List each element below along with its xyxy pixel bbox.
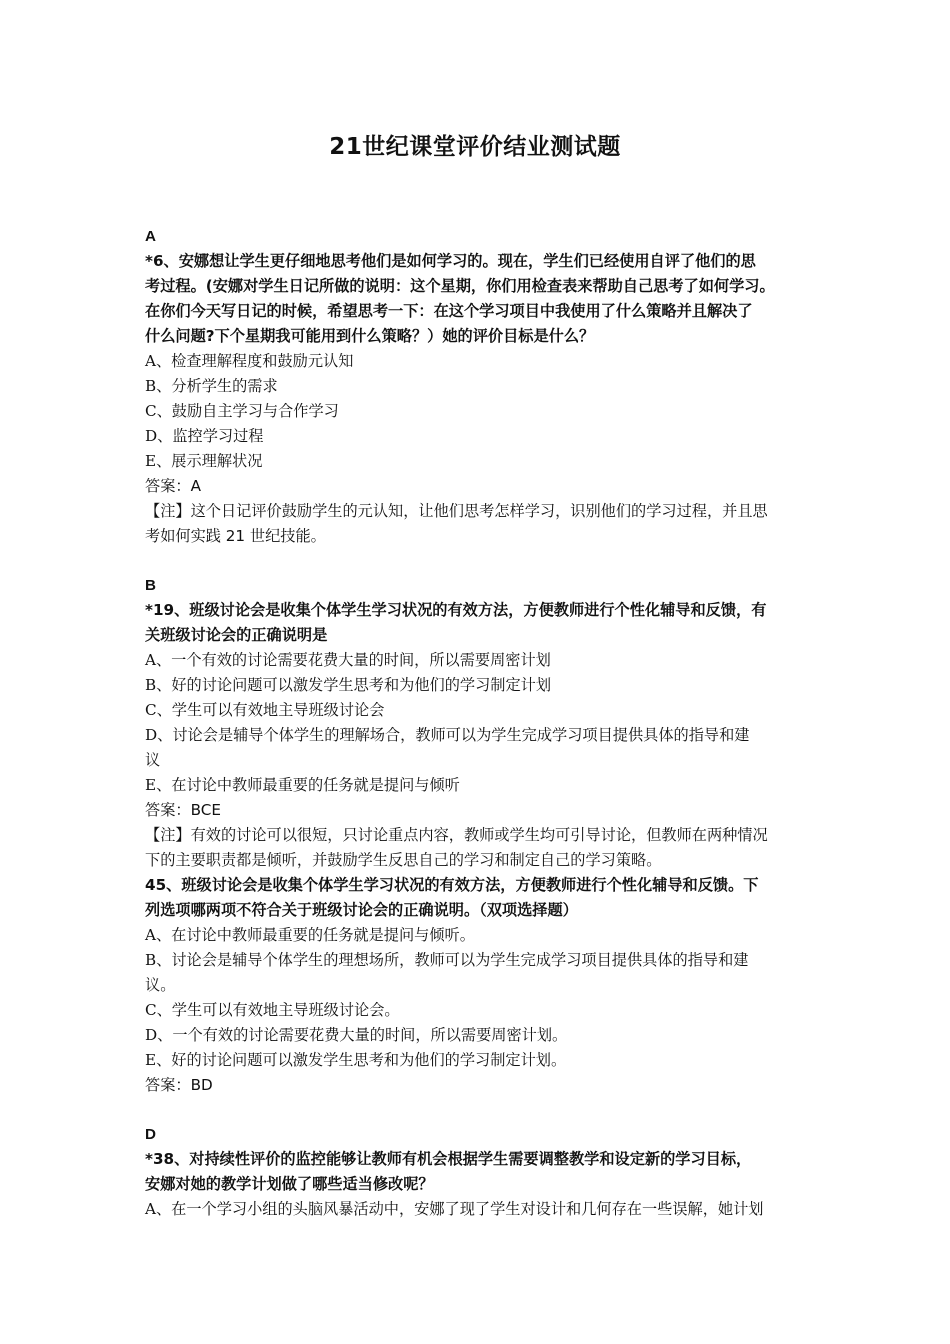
section-label: B bbox=[145, 577, 156, 594]
document-title: 21世纪课堂评价结业测试题 bbox=[329, 134, 621, 160]
section-spacer bbox=[145, 1098, 809, 1122]
answer-key: 答案：BD bbox=[145, 1076, 213, 1094]
question-text: *6、安娜想让学生更仔细地思考他们是如何学习的。现在，学生们已经使用自评了他们的思 bbox=[145, 252, 756, 270]
question-text: 安娜对她的教学计划做了哪些适当修改呢？ bbox=[145, 1175, 434, 1193]
answer-option: D、一个有效的讨论需要花费大量的时间，所以需要周密计划。 bbox=[145, 1026, 568, 1044]
question-text: 什么问题?下个星期我可能用到什么策略？）她的评价目标是什么？ bbox=[145, 327, 595, 345]
question-text: 列选项哪两项不符合关于班级讨论会的正确说明。（双项选择题） bbox=[145, 901, 578, 919]
explanation-note: 【注】有效的讨论可以很短，只讨论重点内容，教师或学生均可引导讨论，但教师在两种情况 bbox=[145, 826, 768, 844]
question-text: 考过程。(安娜对学生日记所做的说明：这个星期，你们用检查表来帮助自己思考了如何学习。 bbox=[145, 277, 775, 295]
answer-option: A、检查理解程度和鼓励元认知 bbox=[145, 352, 354, 370]
section-spacer bbox=[145, 549, 809, 573]
answer-option: A、在一个学习小组的头脑风暴活动中，安娜了现了学生对设计和几何存在一些误解，她计划 bbox=[145, 1200, 764, 1218]
answer-option: B、分析学生的需求 bbox=[145, 377, 278, 395]
question-text: *38、对持续性评价的监控能够让教师有机会根据学生需要调整教学和设定新的学习目标， bbox=[145, 1150, 752, 1168]
section-label: D bbox=[145, 1126, 156, 1143]
answer-key: 答案：A bbox=[145, 477, 201, 495]
answer-option: B、好的讨论问题可以激发学生思考和为他们的学习制定计划 bbox=[145, 676, 552, 694]
explanation-note: 【注】这个日记评价鼓励学生的元认知，让他们思考怎样学习，识别他们的学习过程，并且思 bbox=[145, 502, 768, 520]
document-body bbox=[145, 224, 809, 1222]
answer-option: B、讨论会是辅导个体学生的理想场所，教师可以为学生完成学习项目提供具体的指导和建 bbox=[145, 951, 749, 969]
answer-option: A、在讨论中教师最重要的任务就是提问与倾听。 bbox=[145, 926, 475, 944]
explanation-note: 考如何实践 21 世纪技能。 bbox=[145, 527, 326, 545]
answer-option: E、展示理解状况 bbox=[145, 452, 263, 470]
answer-option: 议。 bbox=[145, 976, 176, 994]
answer-option: E、在讨论中教师最重要的任务就是提问与倾听 bbox=[145, 776, 460, 794]
question-text: *19、班级讨论会是收集个体学生学习状况的有效方法，方便教师进行个性化辅导和反馈，有 bbox=[145, 601, 767, 619]
answer-option: C、鼓励自主学习与合作学习 bbox=[145, 402, 339, 420]
question-text: 45、班级讨论会是收集个体学生学习状况的有效方法，方便教师进行个性化辅导和反馈。下 bbox=[145, 876, 759, 894]
answer-option: C、学生可以有效地主导班级讨论会。 bbox=[145, 1001, 400, 1019]
explanation-note: 下的主要职责都是倾听，并鼓励学生反思自己的学习和制定自己的学习策略。 bbox=[145, 851, 662, 869]
answer-option: D、讨论会是辅导个体学生的理解场合，教师可以为学生完成学习项目提供具体的指导和建 bbox=[145, 726, 750, 744]
section-label: A bbox=[145, 228, 156, 245]
answer-option: A、一个有效的讨论需要花费大量的时间，所以需要周密计划 bbox=[145, 651, 551, 669]
question-text: 在你们今天写日记的时候，希望思考一下：在这个学习项目中我使用了什么策略并且解决了 bbox=[145, 302, 753, 320]
answer-option: C、学生可以有效地主导班级讨论会 bbox=[145, 701, 385, 719]
answer-option: E、好的讨论问题可以激发学生思考和为他们的学习制定计划。 bbox=[145, 1051, 567, 1069]
answer-option: D、监控学习过程 bbox=[145, 427, 264, 445]
answer-option: 议 bbox=[145, 751, 161, 769]
question-text: 关班级讨论会的正确说明是 bbox=[145, 626, 328, 644]
answer-key: 答案：BCE bbox=[145, 801, 221, 819]
